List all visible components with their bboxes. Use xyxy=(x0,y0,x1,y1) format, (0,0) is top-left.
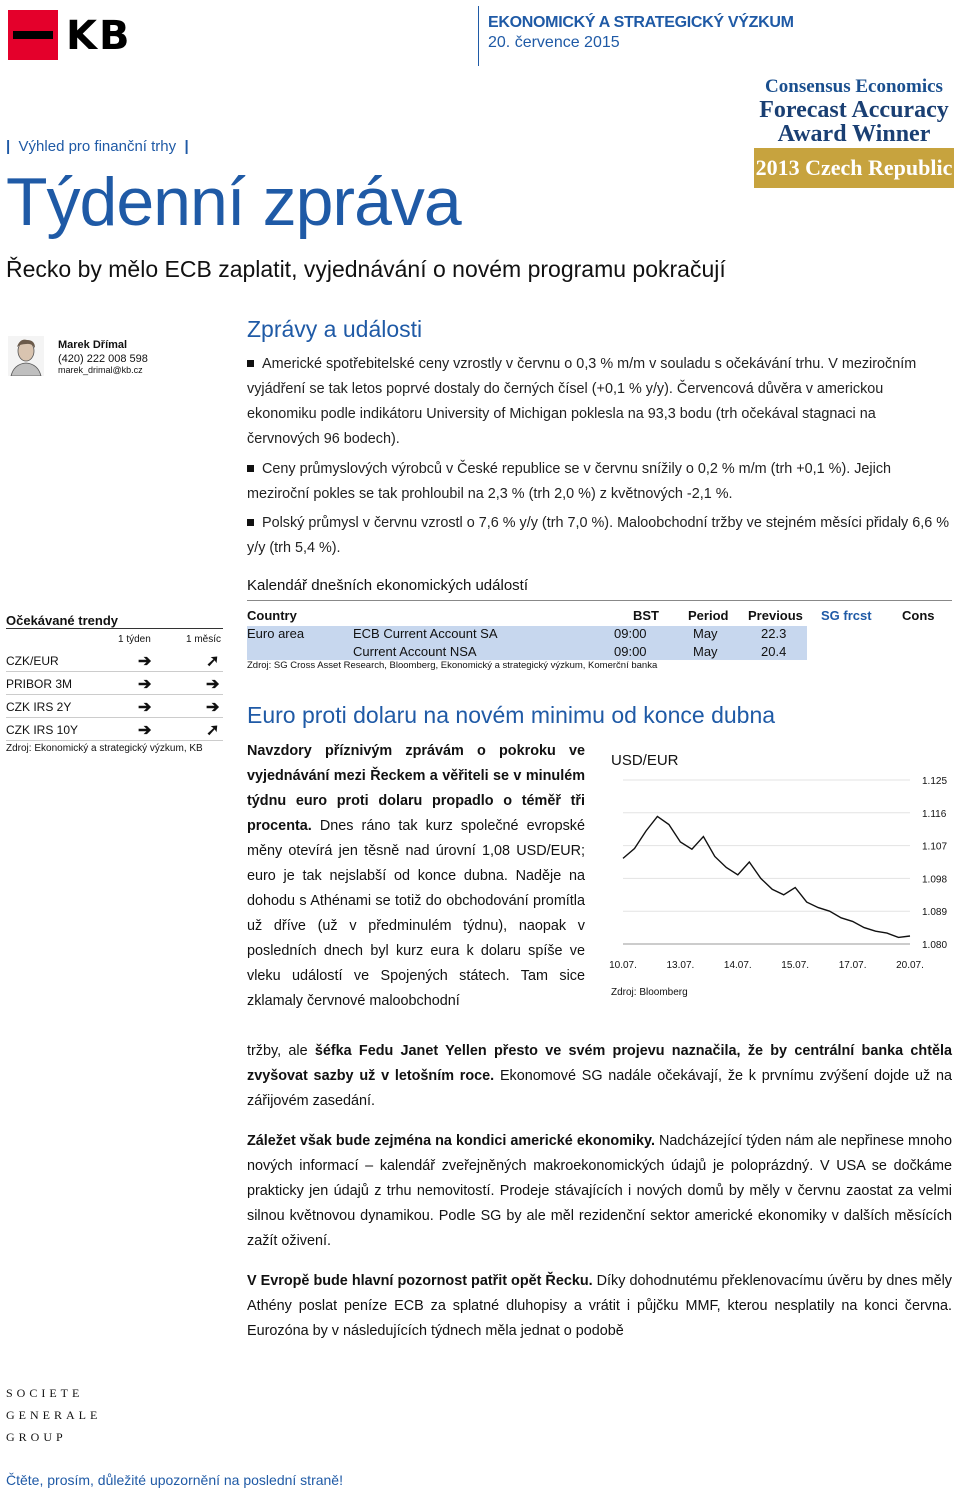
trends-col-week: 1 týden xyxy=(118,634,151,645)
arrow-right-icon: ➔ xyxy=(206,699,220,716)
article-paragraph-1: Navzdory příznivým zprávám o pokroku ve vyjednávání mezi Řeckem a věřiteli se v minulém týdnu euro proti dolaru propadlo o téměř tři procenta. Dnes ráno tak kurz společné evropské měny otevírá jen těsně nad úrovní 1,08 USD/EUR; euro je tak nejslabší od konce dubna. Naděje na dohodu s Athénami se totiž do obchodování promítla už dříve (už v předminulém týdnu), naopak v posledních dnech byl kurz eura k dolaru spíše ve vleku událostí ve Spojených státech. Tam sice zklamaly červnové maloobchodní xyxy=(247,743,585,1009)
chart-title: USD/EUR xyxy=(611,752,679,769)
award-line4: 2013 Czech Republic xyxy=(754,148,954,188)
article-paragraph-2: Záležet však bude zejména na kondici americké ekonomiky. Nadcházející týden nám ale nepřinese mnoho nových informací – kalendář zveřejněných makroekonomických údajů je poloprázdný. V USA se dočkáme prakticky jen údajů z trhu nemovitostí. Prodeje stávajících i nových domů by měly v červnu zaostat za velmi silnou květnovou dynamikou. Podle SG by ale měl rezidenční sektor americké ekonomiky v dalších měsících zažít oživení. xyxy=(247,1133,952,1249)
kb-logo-bar xyxy=(13,31,53,39)
bullet-icon xyxy=(247,465,254,472)
award-badge xyxy=(754,76,954,196)
series-label: Výhled pro finanční trhy xyxy=(18,138,177,155)
award-line1: Consensus Economics xyxy=(765,76,943,97)
page-subtitle: Řecko by mělo ECB zaplatit, vyjednávání o novém programu pokračují xyxy=(6,256,726,282)
col-country: Country xyxy=(247,608,297,623)
calendar-header xyxy=(247,608,952,626)
article-title: Euro proti dolaru na novém minimu od konce dubna xyxy=(247,702,776,728)
calendar-row: Euro area ECB Current Account SA 09:00 May 22.3 xyxy=(247,626,807,644)
report-date: 20. července 2015 xyxy=(488,34,620,51)
news-item: Polský průmysl v červnu vzrostl o 7,6 % y/y (trh 7,0 %). Maloobchodní tržby ve stejném měsíci přidaly 6,6 % y/y (trh 5,4 %). xyxy=(247,515,950,556)
kb-logo-text: KB xyxy=(66,13,132,59)
x-tick-label: 15.07. xyxy=(781,960,810,971)
y-tick-label: 1.125 xyxy=(922,776,948,787)
trend-row: CZK IRS 2Y ➔ ➔ xyxy=(6,696,223,718)
trends-col-month: 1 měsíc xyxy=(186,634,222,645)
trend-row: CZK/EUR ➔ ➚ xyxy=(6,650,223,672)
author-email[interactable]: marek_drimal@kb.cz xyxy=(58,365,143,375)
kb-logo xyxy=(8,10,143,60)
news-item: Ceny průmyslových výrobců v České republice se v červnu snížily o 0,2 % m/m (trh +0,1 %). Jejich meziroční pokles se tak prohloubil na 2,3 % (trh 2,0 %) z květnových -2,1 %. xyxy=(247,461,892,502)
calendar-row: Current Account NSA 09:00 May 20.4 xyxy=(247,644,807,660)
usd-eur-chart xyxy=(605,772,955,972)
award-line3: Award Winner xyxy=(777,121,931,147)
trend-row: CZK IRS 10Y ➔ ➚ xyxy=(6,719,223,741)
author-phone: (420) 222 008 598 xyxy=(58,353,148,365)
trends-rule xyxy=(6,628,223,629)
calendar-rule xyxy=(247,600,952,601)
arrow-up-right-icon: ➚ xyxy=(206,722,220,739)
disclaimer-notice[interactable]: Čtěte, prosím, důležité upozornění na poslední straně! xyxy=(6,1472,343,1488)
trend-row: PRIBOR 3M ➔ ➔ xyxy=(6,673,223,695)
title-part1: Týdenní xyxy=(6,164,245,240)
award-line2: Forecast Accuracy xyxy=(759,97,949,123)
article-paragraph-3: V Evropě bude hlavní pozornost patřit opět Řecku. Díky dohodnutému překlenovacímu úvěru by dnes měly Athény poslat peníze ECB za splatné dluhopisy a vrátit i půjčku MMF, kterou nesplatily na konci června. Eurozóna by v následujících týdnech měla jednat o podobě xyxy=(247,1273,953,1339)
usd-eur-series-line xyxy=(623,816,910,937)
x-tick-label: 13.07. xyxy=(666,960,695,971)
societe-generale-logo: SOCIETE GENERALE GROUP xyxy=(6,1386,102,1444)
trends-title: Očekávané trendy xyxy=(6,613,119,628)
y-tick-label: 1.116 xyxy=(922,808,947,820)
news-item: Americké spotřebitelské ceny vzrostly v červnu o 0,3 % m/m v souladu s očekávání trhu. V meziročním vyjádření se tak letos poprvé dostaly do černých čísel (+0,1 % y/y). Červencová důvěra v americkou ekonomiku podle indikátoru University of Michigan poklesla na 93,3 bodu (trh očekával stagnaci na červnových 96 bodech). xyxy=(247,356,917,447)
department-name: EKONOMICKÝ A STRATEGICKÝ VÝZKUM xyxy=(488,14,794,31)
col-bst: BST xyxy=(633,608,659,623)
chart-source: Zdroj: Bloomberg xyxy=(611,987,688,998)
x-tick-label: 14.07. xyxy=(723,960,752,971)
arrow-right-icon: ➔ xyxy=(138,699,152,716)
arrow-right-icon: ➔ xyxy=(138,653,152,670)
trends-source: Zdroj: Ekonomický a strategický výzkum, KB xyxy=(6,743,203,754)
col-previous: Previous xyxy=(748,608,803,623)
y-tick-label: 1.098 xyxy=(922,874,948,886)
author-photo-icon xyxy=(8,336,44,376)
page-title xyxy=(6,162,461,242)
bullet-icon xyxy=(247,519,254,526)
header-divider xyxy=(478,6,479,66)
news-section-title: Zprávy a události xyxy=(247,316,423,342)
arrow-up-right-icon: ➚ xyxy=(206,653,220,670)
calendar-title: Kalendář dnešních ekonomických událostí xyxy=(247,577,529,594)
col-sg-frcst: SG frcst xyxy=(821,608,872,623)
author-name: Marek Dřímal xyxy=(58,339,128,351)
title-part2: zpráva xyxy=(262,164,461,240)
y-tick-label: 1.080 xyxy=(922,940,948,951)
report-series: | Výhled pro finanční trhy | xyxy=(6,138,189,155)
arrow-right-icon: ➔ xyxy=(138,676,152,693)
x-tick-label: 17.07. xyxy=(838,960,867,971)
arrow-right-icon: ➔ xyxy=(206,676,220,693)
x-tick-label: 10.07. xyxy=(609,960,637,971)
x-tick-label: 20.07. xyxy=(896,960,924,971)
y-tick-label: 1.107 xyxy=(922,841,948,853)
col-period: Period xyxy=(688,608,729,623)
bullet-icon xyxy=(247,360,254,367)
y-tick-label: 1.089 xyxy=(922,907,948,919)
col-cons: Cons xyxy=(902,608,935,623)
calendar-source: Zdroj: SG Cross Asset Research, Bloomberg, Ekonomický a strategický výzkum, Komerční banka xyxy=(247,660,658,671)
arrow-right-icon: ➔ xyxy=(138,722,152,739)
article-paragraph-1-cont: tržby, ale šéfka Fedu Janet Yellen přesto ve svém projevu naznačila, že by centrální banka chtěla zvyšovat sazby už v letošním roce. Ekonomové SG nadále očekávají, že k prvnímu zvýšení dojde už na zářijovém zasedání. xyxy=(247,1043,952,1109)
